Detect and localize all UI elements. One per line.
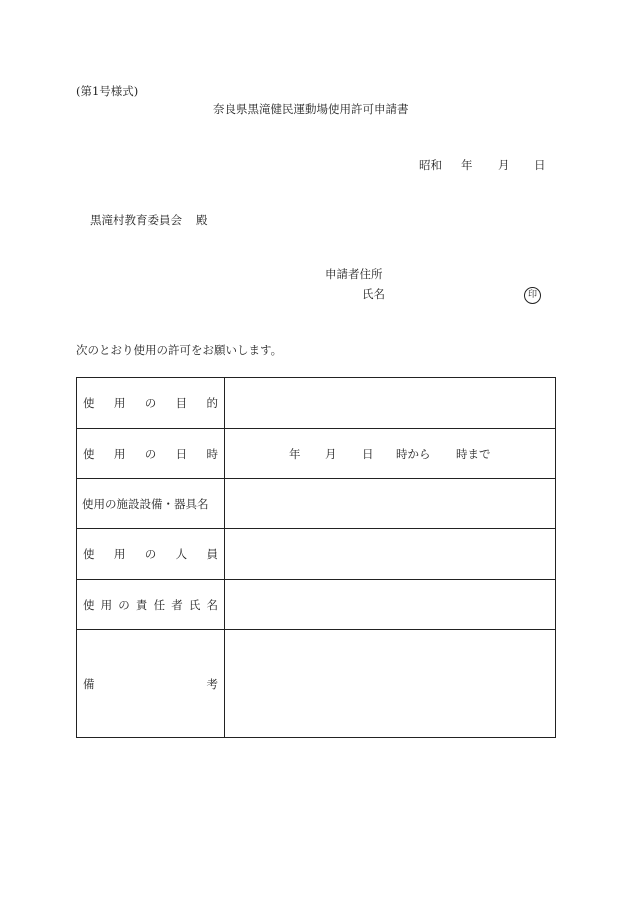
datetime-label	[77, 429, 225, 479]
seal-mark: 印	[524, 287, 541, 304]
row-purpose	[77, 378, 556, 429]
row-facility	[77, 479, 556, 529]
dt-year: 年	[289, 446, 301, 461]
facility-label-text: 使用の施設設備・器具名	[82, 496, 209, 511]
dt-to: 時まで	[456, 446, 491, 461]
purpose-label	[77, 378, 225, 429]
facility-value[interactable]	[225, 479, 556, 529]
date-month: 月	[498, 158, 510, 172]
intro-text: 次のとおり使用の許可をお願いします。	[76, 343, 283, 357]
responsible-char: 用	[100, 597, 113, 612]
personnel-char: 員	[206, 547, 218, 561]
purpose-char: の	[144, 396, 157, 410]
responsible-char: 者	[171, 597, 183, 612]
datetime-char: 使	[83, 446, 95, 461]
personnel-value[interactable]	[225, 529, 556, 580]
personnel-char: 人	[175, 547, 188, 561]
row-responsible	[77, 580, 556, 630]
form-number: (第1号様式)	[76, 84, 139, 98]
purpose-char: 的	[206, 396, 218, 410]
responsible-char: 氏	[188, 597, 201, 612]
row-remarks	[77, 630, 556, 738]
datetime-char: 日	[175, 446, 188, 461]
datetime-value[interactable]	[225, 429, 556, 479]
responsible-char: 責	[135, 597, 148, 612]
responsible-label	[77, 580, 225, 630]
document-title: 奈良県黒滝健民運動場使用許可申請書	[213, 102, 409, 116]
applicant-address-label: 申請者住所	[325, 267, 383, 281]
remarks-label	[77, 630, 225, 738]
addressee-name: 黒滝村教育委員会	[90, 213, 182, 227]
responsible-char: 任	[153, 597, 166, 612]
datetime-char: の	[144, 446, 157, 461]
dt-from: 時から	[396, 446, 431, 461]
facility-label	[77, 479, 225, 529]
row-datetime	[77, 429, 556, 479]
responsible-char: 使	[83, 597, 95, 612]
responsible-char: 名	[206, 597, 218, 612]
purpose-char: 目	[175, 396, 188, 410]
remarks-value[interactable]	[225, 630, 556, 738]
responsible-value[interactable]	[225, 580, 556, 630]
personnel-char: 使	[83, 547, 95, 561]
dt-month: 月	[325, 446, 337, 461]
datetime-char: 時	[206, 446, 218, 461]
usage-table	[76, 377, 556, 738]
purpose-value[interactable]	[225, 378, 556, 429]
personnel-char: 用	[113, 547, 126, 561]
purpose-char: 使	[83, 396, 95, 410]
addressee	[90, 215, 208, 227]
date-line	[419, 160, 546, 172]
date-year: 年	[461, 158, 473, 172]
row-personnel	[77, 529, 556, 580]
date-era: 昭和	[419, 158, 442, 172]
purpose-char: 用	[113, 396, 126, 410]
date-day: 日	[534, 158, 546, 172]
dt-day: 日	[362, 446, 374, 461]
personnel-char: の	[144, 547, 157, 561]
datetime-char: 用	[113, 446, 126, 461]
remarks-char: 考	[206, 676, 218, 691]
responsible-char: の	[118, 597, 130, 612]
personnel-label	[77, 529, 225, 580]
remarks-char: 備	[83, 676, 95, 691]
applicant-name-label: 氏名	[362, 287, 385, 301]
addressee-honorific: 殿	[196, 213, 208, 227]
